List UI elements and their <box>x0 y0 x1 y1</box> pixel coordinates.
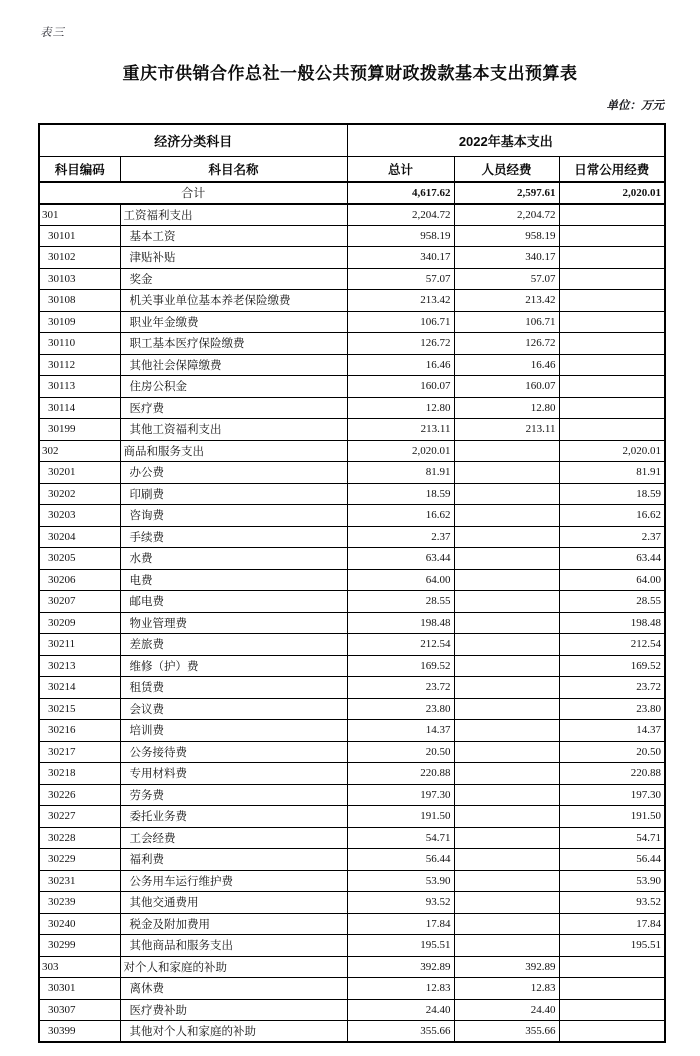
row-daily-cell <box>559 999 665 1021</box>
row-code-cell: 30112 <box>39 354 120 376</box>
row-name-cell: 工资福利支出 <box>120 204 347 226</box>
row-total-cell: 198.48 <box>347 612 454 634</box>
row-personnel-cell: 12.80 <box>454 397 559 419</box>
row-daily-cell <box>559 225 665 247</box>
row-total-cell: 16.62 <box>347 505 454 527</box>
table-row <box>39 290 665 312</box>
unit-note: 单位：万元 <box>606 100 664 112</box>
table-row <box>39 999 665 1021</box>
row-code-cell: 30204 <box>39 526 120 548</box>
row-name-cell: 物业管理费 <box>120 612 347 634</box>
row-personnel-cell: 16.46 <box>454 354 559 376</box>
header-total: 总计 <box>347 156 454 182</box>
row-personnel-cell <box>454 591 559 613</box>
table-row <box>39 204 665 226</box>
row-personnel-cell <box>454 612 559 634</box>
row-daily-cell: 2.37 <box>559 526 665 548</box>
row-code-cell: 30203 <box>39 505 120 527</box>
row-personnel-cell <box>454 634 559 656</box>
row-total-cell: 12.83 <box>347 978 454 1000</box>
header-subject-name: 科目名称 <box>120 156 347 182</box>
page-title: 重庆市供销合作总社一般公共预算财政拨款基本支出预算表 <box>122 64 578 83</box>
header-economic-classification: 经济分类科目 <box>39 124 347 156</box>
row-personnel-cell <box>454 526 559 548</box>
row-name-cell: 商品和服务支出 <box>120 440 347 462</box>
row-personnel-cell <box>454 913 559 935</box>
row-total-cell: 23.72 <box>347 677 454 699</box>
row-name-cell: 税金及附加费用 <box>120 913 347 935</box>
row-daily-cell: 53.90 <box>559 870 665 892</box>
row-daily-cell: 63.44 <box>559 548 665 570</box>
row-name-cell: 津贴补贴 <box>120 247 347 269</box>
row-name-cell: 电费 <box>120 569 347 591</box>
table-row <box>39 870 665 892</box>
row-daily-cell <box>559 397 665 419</box>
row-daily-cell <box>559 333 665 355</box>
row-code-cell: 30109 <box>39 311 120 333</box>
row-personnel-cell <box>454 505 559 527</box>
row-code-cell: 30201 <box>39 462 120 484</box>
row-total-cell: 2,020.01 <box>347 440 454 462</box>
row-name-cell: 水费 <box>120 548 347 570</box>
row-daily-cell: 169.52 <box>559 655 665 677</box>
row-personnel-cell: 126.72 <box>454 333 559 355</box>
table-row <box>39 462 665 484</box>
table-header <box>39 124 665 182</box>
row-personnel-cell: 355.66 <box>454 1021 559 1043</box>
row-name-cell: 工会经费 <box>120 827 347 849</box>
row-code-cell: 302 <box>39 440 120 462</box>
row-personnel-cell: 213.11 <box>454 419 559 441</box>
table-row <box>39 827 665 849</box>
table-row <box>39 440 665 462</box>
row-name-cell: 医疗费补助 <box>120 999 347 1021</box>
row-total-cell: 57.07 <box>347 268 454 290</box>
row-total-cell: 195.51 <box>347 935 454 957</box>
row-name-cell: 福利费 <box>120 849 347 871</box>
row-name-cell: 其他对个人和家庭的补助 <box>120 1021 347 1043</box>
row-total-cell: 18.59 <box>347 483 454 505</box>
row-total-cell: 64.00 <box>347 569 454 591</box>
row-total-cell: 20.50 <box>347 741 454 763</box>
row-total-cell: 93.52 <box>347 892 454 914</box>
row-personnel-cell <box>454 698 559 720</box>
table-row <box>39 247 665 269</box>
row-daily-cell: 17.84 <box>559 913 665 935</box>
table-row <box>39 1021 665 1043</box>
table-row <box>39 419 665 441</box>
row-personnel-cell <box>454 784 559 806</box>
row-total-cell: 54.71 <box>347 827 454 849</box>
row-personnel-cell <box>454 935 559 957</box>
row-total-cell: 12.80 <box>347 397 454 419</box>
total-row-label: 合计 <box>39 182 347 204</box>
row-code-cell: 30113 <box>39 376 120 398</box>
table-row <box>39 354 665 376</box>
table-row <box>39 698 665 720</box>
header-group-row <box>39 124 665 156</box>
row-daily-cell <box>559 354 665 376</box>
table-row <box>39 612 665 634</box>
row-daily-cell: 16.62 <box>559 505 665 527</box>
row-personnel-cell <box>454 720 559 742</box>
table-row <box>39 376 665 398</box>
row-name-cell: 职业年金缴费 <box>120 311 347 333</box>
table-row <box>39 978 665 1000</box>
row-daily-cell <box>559 204 665 226</box>
row-name-cell: 机关事业单位基本养老保险缴费 <box>120 290 347 312</box>
row-total-cell: 28.55 <box>347 591 454 613</box>
row-code-cell: 30399 <box>39 1021 120 1043</box>
row-name-cell: 手续费 <box>120 526 347 548</box>
row-daily-cell <box>559 290 665 312</box>
row-name-cell: 其他社会保障缴费 <box>120 354 347 376</box>
row-personnel-cell <box>454 677 559 699</box>
table-row <box>39 591 665 613</box>
row-personnel-cell <box>454 827 559 849</box>
row-daily-cell: 81.91 <box>559 462 665 484</box>
row-total-cell: 340.17 <box>347 247 454 269</box>
row-name-cell: 会议费 <box>120 698 347 720</box>
row-name-cell: 住房公积金 <box>120 376 347 398</box>
row-total-cell: 160.07 <box>347 376 454 398</box>
row-total-cell: 53.90 <box>347 870 454 892</box>
total-row-daily: 2,020.01 <box>559 182 665 204</box>
row-name-cell: 印刷费 <box>120 483 347 505</box>
row-daily-cell <box>559 978 665 1000</box>
table-row <box>39 892 665 914</box>
row-total-cell: 56.44 <box>347 849 454 871</box>
table-row <box>39 849 665 871</box>
row-daily-cell: 23.80 <box>559 698 665 720</box>
row-daily-cell: 54.71 <box>559 827 665 849</box>
row-total-cell: 23.80 <box>347 698 454 720</box>
row-personnel-cell: 2,204.72 <box>454 204 559 226</box>
table-row <box>39 311 665 333</box>
row-total-cell: 197.30 <box>347 784 454 806</box>
row-code-cell: 30214 <box>39 677 120 699</box>
row-code-cell: 30227 <box>39 806 120 828</box>
row-personnel-cell <box>454 741 559 763</box>
row-personnel-cell <box>454 483 559 505</box>
row-code-cell: 30215 <box>39 698 120 720</box>
row-code-cell: 30206 <box>39 569 120 591</box>
row-code-cell: 30209 <box>39 612 120 634</box>
row-total-cell: 2,204.72 <box>347 204 454 226</box>
row-code-cell: 30110 <box>39 333 120 355</box>
budget-table <box>38 123 666 1043</box>
row-daily-cell <box>559 956 665 978</box>
row-total-cell: 63.44 <box>347 548 454 570</box>
row-name-cell: 医疗费 <box>120 397 347 419</box>
row-name-cell: 公务用车运行维护费 <box>120 870 347 892</box>
row-name-cell: 差旅费 <box>120 634 347 656</box>
row-code-cell: 30205 <box>39 548 120 570</box>
row-personnel-cell <box>454 763 559 785</box>
row-personnel-cell <box>454 892 559 914</box>
row-total-cell: 24.40 <box>347 999 454 1021</box>
row-total-cell: 17.84 <box>347 913 454 935</box>
row-daily-cell: 191.50 <box>559 806 665 828</box>
total-row-personnel: 2,597.61 <box>454 182 559 204</box>
row-code-cell: 30102 <box>39 247 120 269</box>
row-name-cell: 对个人和家庭的补助 <box>120 956 347 978</box>
row-total-cell: 2.37 <box>347 526 454 548</box>
table-row <box>39 569 665 591</box>
row-total-cell: 355.66 <box>347 1021 454 1043</box>
table-row <box>39 333 665 355</box>
row-daily-cell: 56.44 <box>559 849 665 871</box>
row-code-cell: 30299 <box>39 935 120 957</box>
table-row <box>39 784 665 806</box>
header-personnel-expense: 人员经费 <box>454 156 559 182</box>
row-daily-cell <box>559 311 665 333</box>
row-daily-cell <box>559 1021 665 1043</box>
table-row <box>39 720 665 742</box>
row-personnel-cell: 57.07 <box>454 268 559 290</box>
row-name-cell: 邮电费 <box>120 591 347 613</box>
row-total-cell: 14.37 <box>347 720 454 742</box>
row-code-cell: 30307 <box>39 999 120 1021</box>
table-row <box>39 634 665 656</box>
row-total-cell: 392.89 <box>347 956 454 978</box>
table-row <box>39 483 665 505</box>
row-name-cell: 劳务费 <box>120 784 347 806</box>
table-row <box>39 935 665 957</box>
sheet-label: 表三 <box>40 27 65 39</box>
row-code-cell: 30216 <box>39 720 120 742</box>
row-personnel-cell <box>454 849 559 871</box>
row-code-cell: 30103 <box>39 268 120 290</box>
table-row <box>39 913 665 935</box>
row-daily-cell <box>559 419 665 441</box>
header-daily-public-expense: 日常公用经费 <box>559 156 665 182</box>
row-code-cell: 30211 <box>39 634 120 656</box>
row-personnel-cell: 106.71 <box>454 311 559 333</box>
row-daily-cell <box>559 247 665 269</box>
row-code-cell: 30229 <box>39 849 120 871</box>
row-name-cell: 职工基本医疗保险缴费 <box>120 333 347 355</box>
row-name-cell: 离休费 <box>120 978 347 1000</box>
total-row <box>39 182 665 204</box>
row-code-cell: 30207 <box>39 591 120 613</box>
row-total-cell: 106.71 <box>347 311 454 333</box>
row-name-cell: 奖金 <box>120 268 347 290</box>
table-row <box>39 526 665 548</box>
row-code-cell: 30231 <box>39 870 120 892</box>
row-daily-cell: 18.59 <box>559 483 665 505</box>
row-daily-cell <box>559 268 665 290</box>
row-code-cell: 30217 <box>39 741 120 763</box>
row-daily-cell: 198.48 <box>559 612 665 634</box>
header-subject-code: 科目编码 <box>39 156 120 182</box>
row-name-cell: 其他商品和服务支出 <box>120 935 347 957</box>
row-personnel-cell <box>454 440 559 462</box>
row-daily-cell: 2,020.01 <box>559 440 665 462</box>
row-total-cell: 191.50 <box>347 806 454 828</box>
row-personnel-cell <box>454 548 559 570</box>
row-code-cell: 30114 <box>39 397 120 419</box>
row-total-cell: 126.72 <box>347 333 454 355</box>
row-code-cell: 30228 <box>39 827 120 849</box>
row-personnel-cell: 24.40 <box>454 999 559 1021</box>
row-name-cell: 公务接待费 <box>120 741 347 763</box>
row-name-cell: 其他工资福利支出 <box>120 419 347 441</box>
row-code-cell: 30108 <box>39 290 120 312</box>
row-daily-cell: 28.55 <box>559 591 665 613</box>
row-code-cell: 303 <box>39 956 120 978</box>
row-daily-cell: 23.72 <box>559 677 665 699</box>
header-2022-basic-expenditure: 2022年基本支出 <box>347 124 665 156</box>
row-personnel-cell: 12.83 <box>454 978 559 1000</box>
row-code-cell: 30202 <box>39 483 120 505</box>
row-code-cell: 30213 <box>39 655 120 677</box>
row-total-cell: 169.52 <box>347 655 454 677</box>
row-daily-cell: 64.00 <box>559 569 665 591</box>
row-personnel-cell <box>454 569 559 591</box>
row-code-cell: 30199 <box>39 419 120 441</box>
row-name-cell: 咨询费 <box>120 505 347 527</box>
row-name-cell: 其他交通费用 <box>120 892 347 914</box>
table-row <box>39 956 665 978</box>
total-row-total: 4,617.62 <box>347 182 454 204</box>
row-name-cell: 维修（护）费 <box>120 655 347 677</box>
row-total-cell: 212.54 <box>347 634 454 656</box>
table-row <box>39 763 665 785</box>
row-personnel-cell: 340.17 <box>454 247 559 269</box>
row-code-cell: 30301 <box>39 978 120 1000</box>
table-body <box>39 182 665 1042</box>
row-code-cell: 30240 <box>39 913 120 935</box>
table-row <box>39 505 665 527</box>
table-row <box>39 268 665 290</box>
row-personnel-cell: 213.42 <box>454 290 559 312</box>
row-total-cell: 81.91 <box>347 462 454 484</box>
row-total-cell: 220.88 <box>347 763 454 785</box>
table-row <box>39 397 665 419</box>
table-row <box>39 655 665 677</box>
table-row <box>39 548 665 570</box>
row-code-cell: 301 <box>39 204 120 226</box>
row-daily-cell: 93.52 <box>559 892 665 914</box>
row-personnel-cell: 160.07 <box>454 376 559 398</box>
row-personnel-cell <box>454 806 559 828</box>
row-daily-cell <box>559 376 665 398</box>
row-total-cell: 213.11 <box>347 419 454 441</box>
table-row <box>39 806 665 828</box>
row-name-cell: 基本工资 <box>120 225 347 247</box>
row-daily-cell: 212.54 <box>559 634 665 656</box>
row-code-cell: 30218 <box>39 763 120 785</box>
row-personnel-cell: 958.19 <box>454 225 559 247</box>
row-personnel-cell <box>454 462 559 484</box>
row-name-cell: 租赁费 <box>120 677 347 699</box>
row-code-cell: 30226 <box>39 784 120 806</box>
row-personnel-cell <box>454 870 559 892</box>
row-daily-cell: 195.51 <box>559 935 665 957</box>
row-daily-cell: 220.88 <box>559 763 665 785</box>
row-personnel-cell <box>454 655 559 677</box>
row-personnel-cell: 392.89 <box>454 956 559 978</box>
header-columns-row <box>39 156 665 182</box>
row-daily-cell: 197.30 <box>559 784 665 806</box>
table-row <box>39 741 665 763</box>
row-name-cell: 专用材料费 <box>120 763 347 785</box>
row-total-cell: 958.19 <box>347 225 454 247</box>
row-name-cell: 委托业务费 <box>120 806 347 828</box>
row-name-cell: 办公费 <box>120 462 347 484</box>
row-daily-cell: 20.50 <box>559 741 665 763</box>
row-total-cell: 16.46 <box>347 354 454 376</box>
table-row <box>39 225 665 247</box>
row-name-cell: 培训费 <box>120 720 347 742</box>
row-total-cell: 213.42 <box>347 290 454 312</box>
row-code-cell: 30101 <box>39 225 120 247</box>
table-row <box>39 677 665 699</box>
row-daily-cell: 14.37 <box>559 720 665 742</box>
row-code-cell: 30239 <box>39 892 120 914</box>
